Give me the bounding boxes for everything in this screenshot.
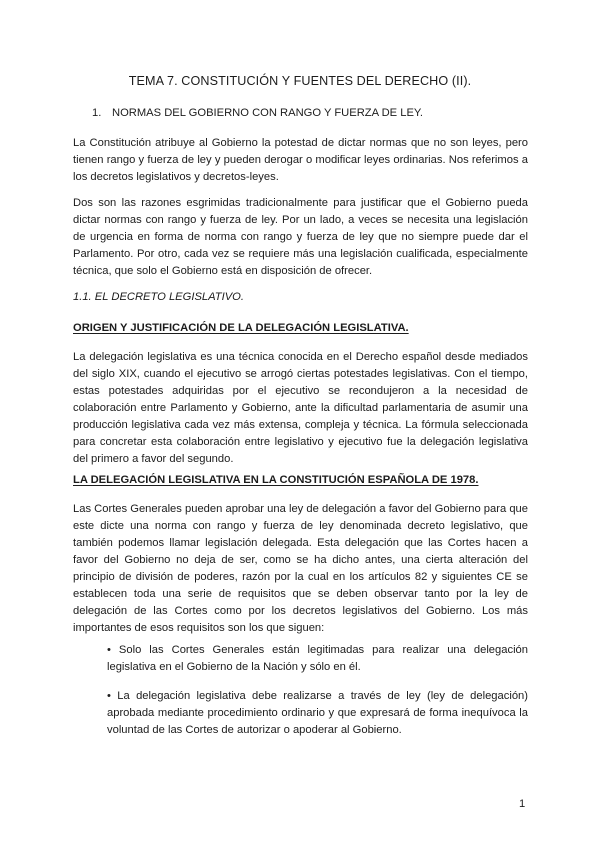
section-label: NORMAS DEL GOBIERNO CON RANGO Y FUERZA DE LEY. bbox=[112, 107, 424, 119]
paragraph-constitucion: Las Cortes Generales pueden aprobar una ley de delegación a favor del Gobierno para que este dicte una norma con rango y fuerza de ley denominada decreto legislativo, que también podemos llamar legislación delegada. Esta delegación que las Cortes hacen a favor del Gobierno no deja de ser, como se ha dicho antes, una cierta alteración del principio de división de poderes, razón por la cual en los artículos 82 y siguientes CE se establecen toda una serie de requisitos que se deben observar tanto por la ley de delegación de las Cortes como por los decretos legislativos del Gobierno. Los más importantes de esos requisitos son los que siguen: bbox=[73, 503, 528, 634]
paragraph-intro: La Constitución atribuye al Gobierno la potestad de dictar normas que no son leyes, pero tienen rango y fuerza de ley y pueden derogar o modificar leyes ordinarias. Nos referimos a los decretos legislativos y decretos-leyes. bbox=[73, 137, 528, 183]
section-heading bbox=[92, 107, 423, 119]
bullet-item: • La delegación legislativa debe realizarse a través de ley (ley de delegación) aprobada mediante procedimiento ordinario y que expresará de forma inequívoca la voluntad de las Cortes de autorizar o apoderar al Gobierno. bbox=[107, 690, 528, 736]
paragraph-reasons: Dos son las razones esgrimidas tradicionalmente para justificar que el Gobierno pueda dictar normas con rango y fuerza de ley. Por un lado, a veces se necesita una legislación de urgencia en forma de norma con rango y fuerza de ley que no siempre puede dar el Parlamento. Por otro, cada vez se requiere más una legislación cualificada, especialmente técnica, que solo el Gobierno está en disposición de ofrecer. bbox=[73, 197, 528, 277]
bullet-item: • Solo las Cortes Generales están legitimadas para realizar una delegación legislativa en el Gobierno de la Nación y sólo en él. bbox=[107, 644, 528, 673]
document-title: TEMA 7. CONSTITUCIÓN Y FUENTES DEL DERECHO (II). bbox=[128, 74, 472, 88]
heading-constitucion: LA DELEGACIÓN LEGISLATIVA EN LA CONSTITUCIÓN ESPAÑOLA DE 1978. bbox=[73, 474, 479, 486]
subsection-heading: 1.1. EL DECRETO LEGISLATIVO. bbox=[73, 291, 244, 303]
heading-origen: ORIGEN Y JUSTIFICACIÓN DE LA DELEGACIÓN LEGISLATIVA. bbox=[73, 322, 409, 334]
section-number: 1. bbox=[92, 107, 102, 119]
paragraph-origen: La delegación legislativa es una técnica conocida en el Derecho español desde mediados del siglo XIX, cuando el ejecutivo se arrogó ciertas potestades legislativas. Con el tiempo, estas potestades adquiridas por el ejecutivo se recondujeron a la necesidad de colaboración entre Parlamento y Gobierno, ante la dificultad parlamentaria de asumir una producción legislativa cada vez más extensa, compleja y técnica. La fórmula seleccionada para concretar esta colaboración entre legislativo y ejecutivo fue la delegación legislativa del primero a favor del segundo. bbox=[73, 351, 528, 465]
page-number: 1 bbox=[519, 798, 526, 810]
